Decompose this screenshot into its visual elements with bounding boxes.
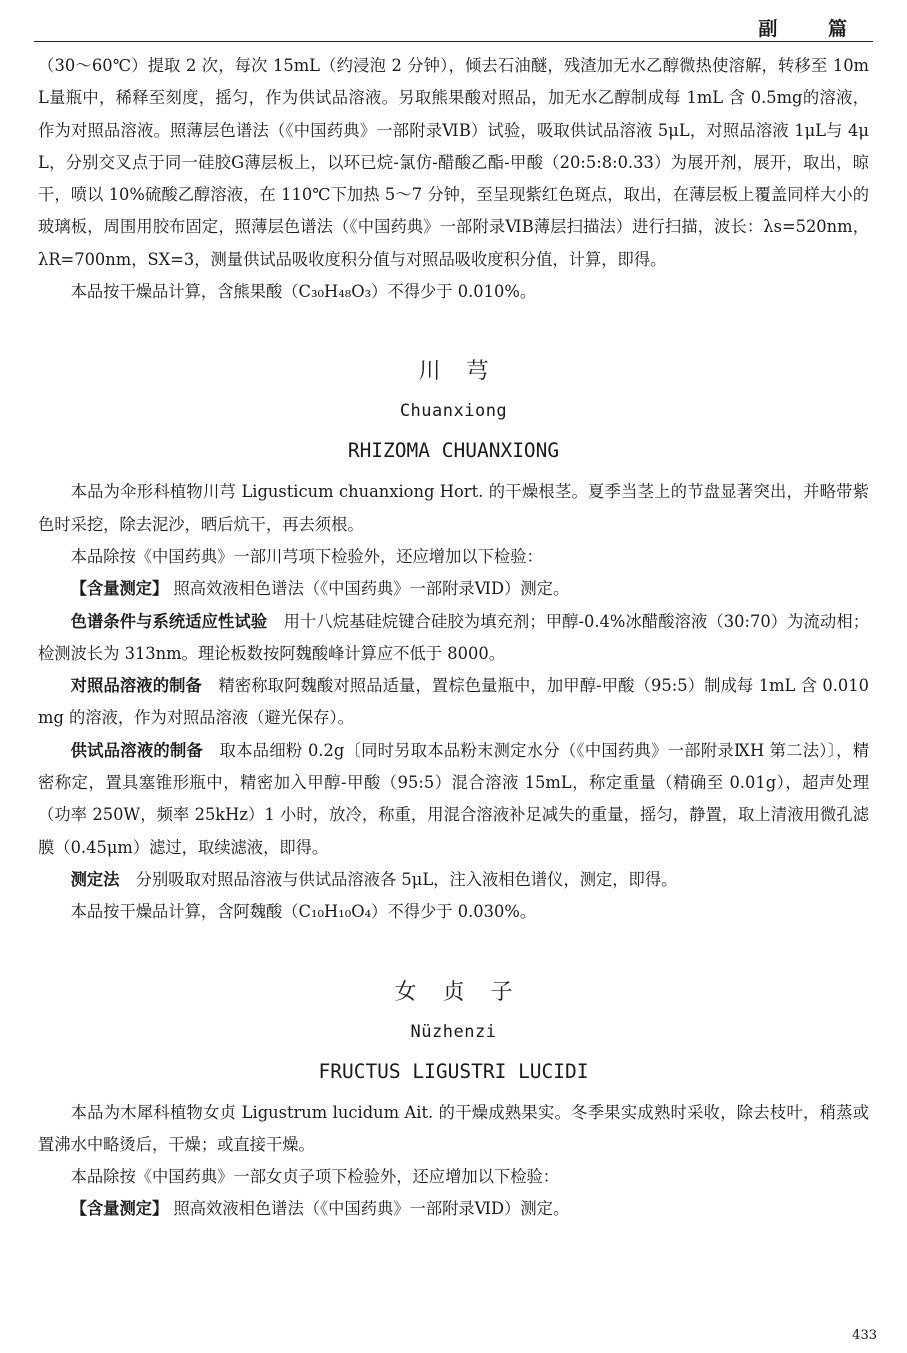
assay-heading: 【含量测定】 — [70, 579, 169, 599]
header-rule — [34, 41, 873, 42]
spacer — [38, 1083, 869, 1097]
page-content — [38, 50, 869, 1226]
monograph-title-latin-2: FRUCTUS LIGUSTRI LUCIDI — [318, 1059, 589, 1083]
paragraph-assay-2 — [38, 1193, 869, 1225]
paragraph-extra-test: 本品除按《中国药典》一部川芎项下检验外，还应增加以下检验： — [70, 546, 543, 566]
paragraph-source-2: 本品为木犀科植物女贞 Ligustrum lucidum Ait. 的干燥成熟果实。冬季果实成熟时采收，除去枝叶，稍蒸或置沸水中略烫后，干燥；或直接干燥。 — [38, 1102, 869, 1154]
paragraph-extra-test-2: 本品除按《中国药典》一部女贞子项下检验外，还应增加以下检验： — [70, 1167, 560, 1187]
spacer — [38, 385, 869, 401]
method-heading: 测定法 — [70, 869, 120, 889]
paragraph-reference-solution — [38, 670, 869, 735]
page-number: 433 — [852, 1328, 877, 1343]
spacer — [38, 929, 869, 975]
assay-text: 照高效液相色谱法（《中国药典》一部附录ⅥD）测定。 — [168, 579, 570, 599]
sample-solution-heading: 供试品溶液的制备 — [70, 740, 204, 760]
running-header: 副 篇 — [758, 18, 869, 40]
paragraph-assay — [38, 573, 869, 605]
chromatography-text: 用十八烷基硅烷键合硅胶为填充剂；甲醇-0.4%冰醋酸溶液（30:70）为流动相；检测波长为 313nm。理论板数按阿魏酸峰计算应不低于 8000。 — [38, 611, 869, 663]
paragraph-chromatography — [38, 606, 869, 671]
spacer — [38, 462, 869, 476]
sample-solution-text: 取本品细粉 0.2g〔同时另取本品粉末测定水分（《中国药典》一部附录ⅨH 第二法）〕，精密称定，置具塞锥形瓶中，精密加入甲醇-甲酸（95:5）混合溶液 15mL，称定重量（精确至 0.01g），超声处理（功率 250W，频率 25kHz）1 小时，放冷，称重，用混合溶液补足减失的重量，摇匀，静置，取上清液用微孔滤膜（0.45μm）滤过，取续滤液，即得。 — [38, 740, 869, 857]
monograph-title-cn-2: 女贞子 — [394, 979, 539, 1005]
assay-heading-2: 【含量测定】 — [70, 1199, 169, 1219]
paragraph-method — [38, 864, 869, 896]
reference-solution-text: 精密称取阿魏酸对照品适量，置棕色量瓶中，加甲醇-甲酸（95:5）制成每 1mL 含 0.010mg 的溶液，作为对照品溶液（避光保存）。 — [38, 676, 869, 728]
method-text: 分别吸取对照品溶液与供试品溶液各 5μL，注入液相色谱仪，测定，即得。 — [119, 869, 678, 889]
monograph-title-latin: RHIZOMA CHUANXIONG — [347, 439, 560, 463]
paragraph-ferulic-content: 本品按干燥品计算，含阿魏酸（C₁₀H₁₀O₄）不得少于 0.030%。 — [70, 902, 537, 922]
monograph-title-cn: 川芎 — [418, 359, 515, 385]
monograph-title-pinyin-2: Nüzhenzi — [410, 1021, 497, 1042]
spacer — [38, 421, 869, 439]
paragraph-extraction: （30～60℃）提取 2 次，每次 15mL（约浸泡 2 分钟），倾去石油醚，残渣加无水乙醇微热使溶解，转移至 10mL量瓶中，稀释至刻度，摇匀，作为供试品溶液。另取熊果酸对照品，加无水乙醇制成每 1mL 含 0.5mg的溶液，作为对照品溶液。照薄层色谱法（《中国药典》一部附录ⅥB）试验，吸取供试品溶液 5μL，对照品溶液 1μL与 4μL，分别交叉点于同一硅胶G薄层板上，以环已烷-氯仿-醋酸乙酯-甲酸（20:5:8:0.33）为展开剂，展开，取出，晾干，喷以 10%硫酸乙醇溶液，在 110℃下加热 5～7 分钟，至呈现紫红色斑点，取出，在薄层板上覆盖同样大小的玻璃板，周围用胶布固定，照薄层色谱法（《中国药典》一部附录ⅥB薄层扫描法）进行扫描，波长：λs=520nm，λR=700nm，SX=3，测量供试品吸收度积分值与对照品吸收度积分值，计算，即得。 — [38, 56, 869, 269]
paragraph-source: 本品为伞形科植物川芎 Ligusticum chuanxiong Hort. 的干燥根茎。夏季当茎上的节盘显著突出，并略带紫色时采挖，除去泥沙，晒后炕干，再去须根。 — [38, 482, 869, 534]
assay-text-2: 照高效液相色谱法（《中国药典》一部附录ⅥD）测定。 — [168, 1199, 570, 1219]
spacer — [38, 1006, 869, 1022]
chromatography-heading: 色谱条件与系统适应性试验 — [70, 611, 268, 631]
spacer — [38, 308, 869, 354]
paragraph-sample-solution — [38, 735, 869, 864]
spacer — [38, 1042, 869, 1060]
paragraph-ursolic-content: 本品按干燥品计算，含熊果酸（C₃₀H₄₈O₃）不得少于 0.010%。 — [70, 282, 537, 302]
monograph-title-pinyin: Chuanxiong — [399, 401, 508, 422]
reference-solution-heading: 对照品溶液的制备 — [70, 676, 202, 696]
